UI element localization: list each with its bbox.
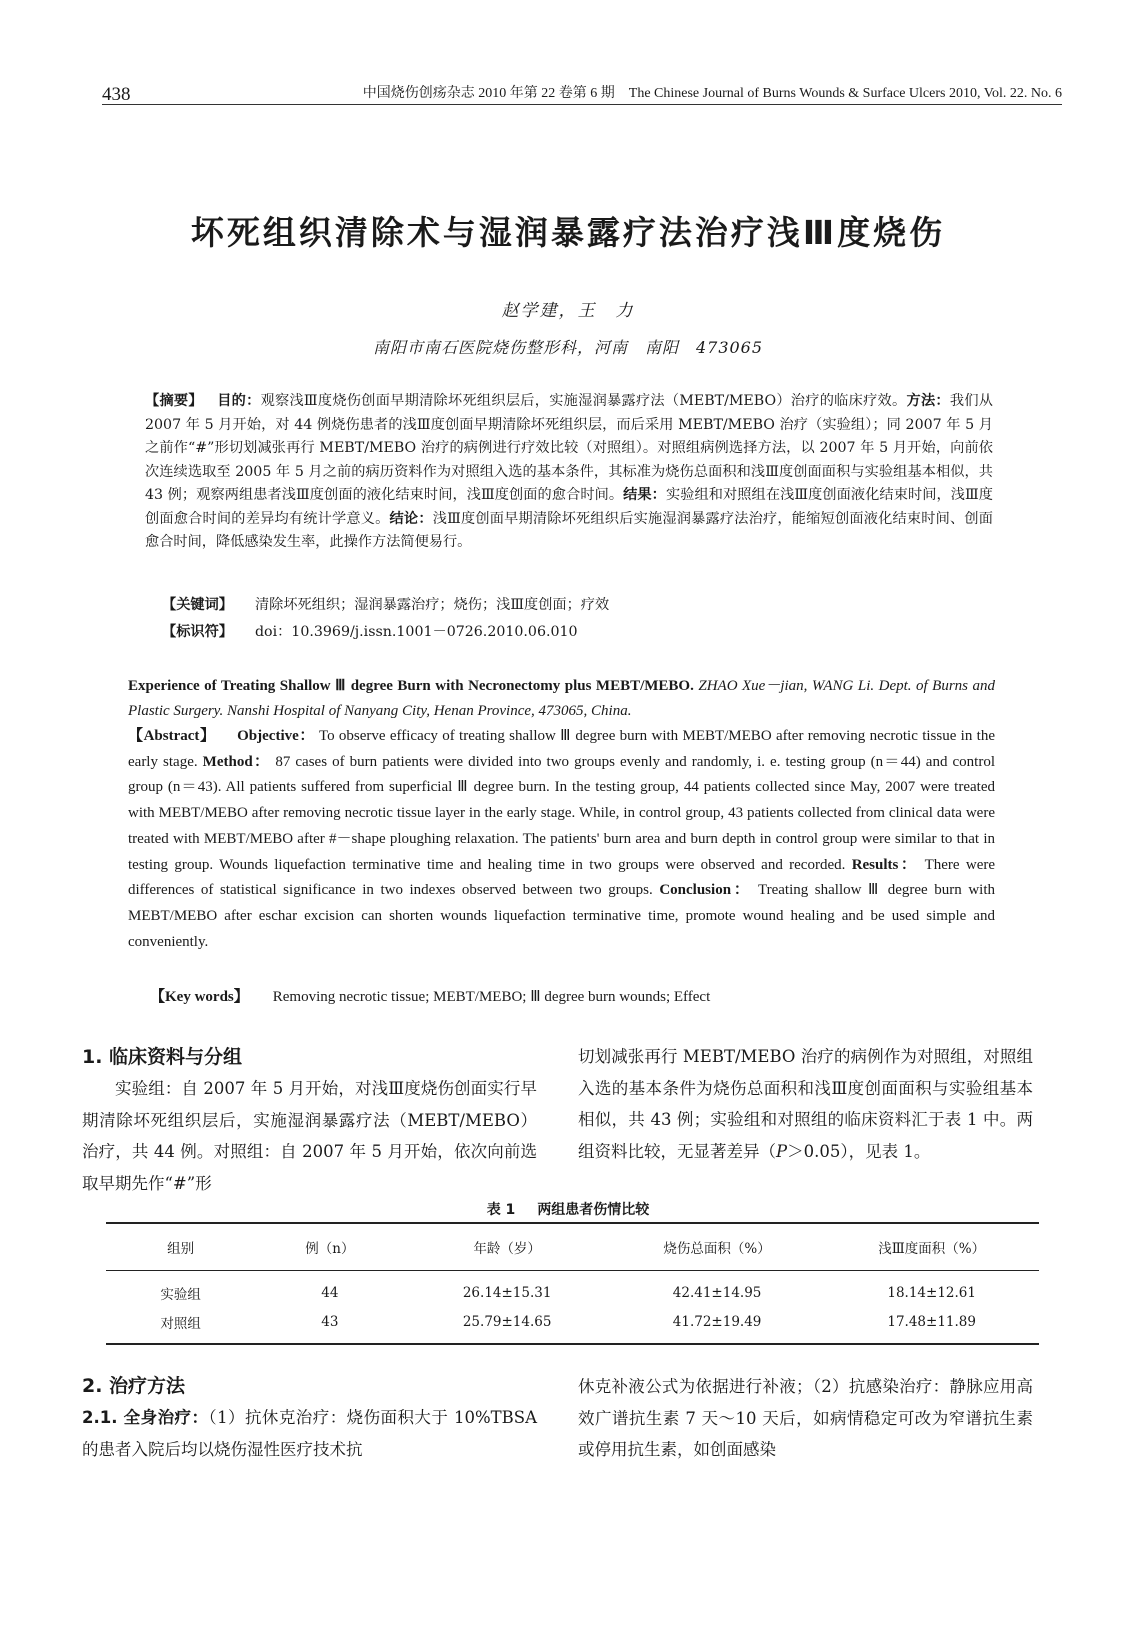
table-cell: 41.72±19.49 <box>610 1307 825 1344</box>
table-cell: 实验组 <box>160 1286 201 1303</box>
header-rule <box>102 104 1062 105</box>
cn-keywords-label: 【关键词】 <box>162 597 233 613</box>
en-method-label: Method： <box>202 753 271 770</box>
section1-heading: 1. 临床资料与分组 <box>82 1046 243 1068</box>
cn-method-label: 方法： <box>906 393 950 409</box>
article-authors: 赵学建，王 力 <box>501 301 635 321</box>
table-cell: 43 <box>255 1307 404 1344</box>
section2-right-paragraph: 休克补液公式为依据进行补液；（2）抗感染治疗：静脉应用高效广谱抗生素 7 天～10 天后，如病情稳定可改为窄谱抗生素或停用抗生素，如创面感染 <box>578 1377 1033 1459</box>
cn-method: 我们从 2007 年 5 月开始，对 44 例烧伤患者的浅Ⅲ度创面早期清除坏死组织层，而后采用 MEBT/MEBO 治疗（实验组）；同 2007 年 5 月之前作“#”形切划减张再行 MEBT/MEBO 治疗的病例进行疗效比较（对照组）。对照组病例选择方法，以 2007 年 5 月开始，向前依次连续选取至 2005 年 5 月之前的病历资料作为对照组入选的基本条件，其标准为烧伤总面积和浅Ⅲ度创面面积与实验组基本相似，共 43 例；观察两组患者浅Ⅲ度创面的液化结束时间，浅Ⅲ度创面的愈合时间。 <box>145 393 993 503</box>
cn-identifier <box>162 621 992 643</box>
table1-caption-text: 两组患者伤情比较 <box>537 1202 650 1218</box>
table-cell: 26.14±15.31 <box>462 1284 552 1301</box>
table-header-cell: 烧伤总面积（%） <box>610 1223 825 1271</box>
cn-result: 实验组和对照组在浅Ⅲ度创面液化结束时间，浅Ⅲ度创面愈合时间的差异均有统计学意义。 <box>145 487 993 527</box>
table1-caption-number: 表 1 <box>486 1202 516 1218</box>
en-title: Experience of Treating Shallow Ⅲ degree Burn with Necronectomy plus MEBT/MEBO. <box>128 678 694 694</box>
section1-right-text-a: 切划减张再行 MEBT/MEBO 治疗的病例作为对照组，对照组入选的基本条件为烧伤总面积和浅Ⅲ度创面面积与实验组基本相似，共 43 例；实验组和对照组的临床资料汇于表 1 中。两组资料比较，无显著差异（ <box>578 1047 1033 1161</box>
en-keywords-label: 【Key words】 <box>150 989 249 1005</box>
table1-caption <box>0 1199 1136 1219</box>
running-head: 中国烧伤创疡杂志 2010 年第 22 卷第 6 期 The Chinese Journal of Burns Wounds & Surface Ulcers 2010, Vol. 22. No. 6 <box>362 86 1062 101</box>
section1-right-text-b: ＞0.05），见表 1。 <box>787 1141 931 1161</box>
en-authors-affiliation: ZHAO Xue－jian, WANG Li. Dept. of Burns and Plastic Surgery. Nanshi Hospital of Nanyang City, Henan Province, 473065, China. <box>128 678 995 719</box>
cn-abstract <box>145 390 993 555</box>
p-value-symbol: P <box>776 1141 788 1161</box>
en-results-label: Results： <box>851 856 919 873</box>
en-keywords-text: Removing necrotic tissue; MEBT/MEBO; Ⅲ degree burn wounds; Effect <box>272 989 711 1005</box>
section2-left-text: （1）抗休克治疗：烧伤面积大于 10%TBSA 的患者入院后均以烧伤湿性医疗技术抗 <box>82 1408 537 1459</box>
table-cell: 44 <box>321 1284 339 1301</box>
cn-doi: doi：10.3969/j.issn.1001－0726.2010.06.010 <box>254 624 578 640</box>
en-keywords <box>150 985 1000 1006</box>
page-number: 438 <box>102 84 131 105</box>
table-header-cell: 浅Ⅲ度面积（%） <box>824 1223 1039 1271</box>
table-cell: 18.14±12.61 <box>887 1284 976 1301</box>
en-objective-label: Objective： <box>237 728 315 744</box>
table-header-cell: 年龄（岁） <box>405 1223 610 1271</box>
table-header-cell: 例（n） <box>255 1223 404 1271</box>
article-title: 坏死组织清除术与湿润暴露疗法治疗浅Ⅲ度烧伤 <box>190 213 946 252</box>
table1 <box>106 1222 1039 1345</box>
cn-conclusion: 浅Ⅲ度创面早期清除坏死组织后实施湿润暴露疗法治疗，能缩短创面液化结束时间、创面愈合时间，降低感染发生率，此操作方法简便易行。 <box>145 510 993 550</box>
cn-abstract-label: 【摘要】 <box>145 393 203 409</box>
table-cell: 17.48±11.89 <box>824 1307 1039 1344</box>
cn-objective-label: 目的： <box>217 393 261 409</box>
en-results: There were differences of statistical significance in two indexes observed between two groups. <box>128 856 996 899</box>
table-header-row <box>106 1223 1039 1271</box>
cn-keywords <box>162 594 992 616</box>
article-affiliation: 南阳市南石医院烧伤整形科，河南 南阳 473065 <box>372 338 764 357</box>
cn-keywords-text: 清除坏死组织；湿润暴露治疗；烧伤；浅Ⅲ度创面；疗效 <box>254 597 610 613</box>
table-header-cell: 组别 <box>106 1223 255 1271</box>
section2-left-paragraph <box>82 1402 537 1465</box>
section1-right-paragraph <box>578 1041 1033 1167</box>
cn-result-label: 结果： <box>623 487 666 503</box>
cn-conclusion-label: 结论： <box>389 510 433 527</box>
table-cell: 25.79±14.65 <box>405 1307 610 1344</box>
en-conclusion-label: Conclusion： <box>659 882 752 899</box>
cn-objective: 观察浅Ⅲ度烧伤创面早期清除坏死组织层后，实施湿润暴露疗法（MEBT/MEBO）治疗的临床疗效。 <box>260 393 907 409</box>
table-row <box>106 1271 1039 1308</box>
en-title-block <box>128 674 995 724</box>
en-abstract-label: 【Abstract】 <box>128 728 216 744</box>
section2-1-label: 2.1. 全身治疗： <box>82 1408 209 1427</box>
table-row <box>106 1307 1039 1344</box>
table-cell: 对照组 <box>106 1307 255 1344</box>
en-conclusion: Treating shallow Ⅲ degree burn with MEBT/MEBO after eschar excision can shorten wounds liquefaction terminative time, promote wound healing and be used simple and conveniently. <box>128 882 996 950</box>
section1-left-paragraph: 实验组：自 2007 年 5 月开始，对浅Ⅲ度烧伤创面实行早期清除坏死组织层后，实施湿润暴露疗法（MEBT/MEBO）治疗，共 44 例。对照组：自 2007 年 5 月开始，依次向前选取早期先作“#”形 <box>82 1079 537 1193</box>
cn-identifier-label: 【标识符】 <box>162 624 233 640</box>
en-objective: To observe efficacy of treating shallow Ⅲ degree burn with MEBT/MEBO after removing necrotic tissue in the early stage. <box>128 728 995 770</box>
en-method: 87 cases of burn patients were divided into two groups evenly and randomly, i. e. testing group (n＝44) and control group (n＝43). All patients suffered from superficial Ⅲ degree burn. In the testing group, 44 patients collected since May, 2007 were treated with MEBT/MEBO after removing necrotic tissue layer in the early stage. While, in control group, 43 patients collected from clinical data were treated with MEBT/MEBO after #－shape ploughing relaxation. The patients' burn area and burn depth in control group were similar to that in testing group. Wounds liquefaction terminative time and healing time in two groups were observed and recorded. <box>128 753 995 873</box>
section2-heading: 2. 治疗方法 <box>82 1375 186 1397</box>
table-cell: 42.41±14.95 <box>672 1284 762 1301</box>
en-abstract <box>128 724 995 955</box>
